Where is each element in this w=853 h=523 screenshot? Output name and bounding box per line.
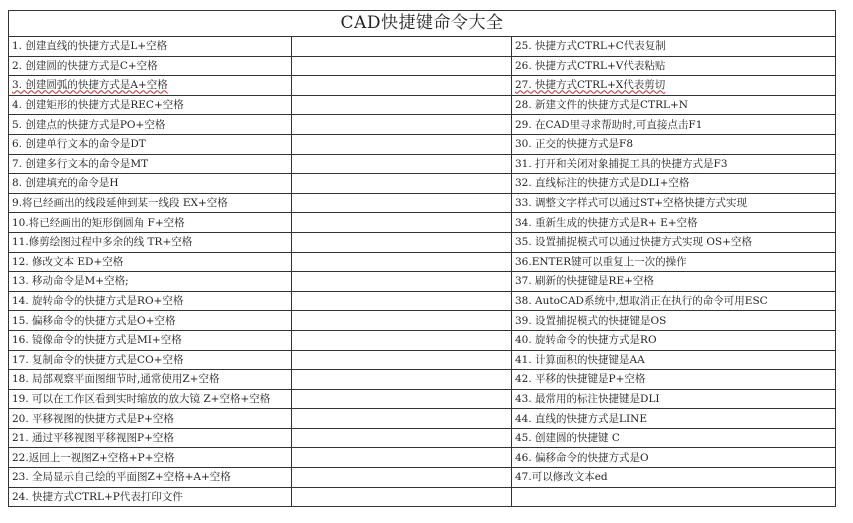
- shortcut-item-right: 38. AutoCAD系统中,想取消正在执行的命令可用ESC: [512, 291, 836, 311]
- table-row: [9, 272, 836, 292]
- shortcut-item-left: 14. 旋转命令的快捷方式是RO+空格: [9, 291, 292, 311]
- shortcut-item-right: 47.可以修改文本ed: [512, 468, 836, 488]
- table-row: [9, 76, 836, 96]
- blank-cell: [292, 154, 512, 174]
- shortcut-item-left: 9.将已经画出的线段延伸到某一线段 EX+空格: [9, 193, 292, 213]
- blank-cell: [292, 428, 512, 448]
- shortcut-item-right: 31. 打开和关闭对象捕捉工具的快捷方式是F3: [512, 154, 836, 174]
- blank-cell: [292, 330, 512, 350]
- shortcut-item-right: 32. 直线标注的快捷方式是DLI+空格: [512, 174, 836, 194]
- shortcut-item-left: 5. 创建点的快捷方式是PO+空格: [9, 115, 292, 135]
- blank-cell: [292, 468, 512, 488]
- shortcut-item-left: 20. 平移视图的快捷方式是P+空格: [9, 409, 292, 429]
- blank-cell: [292, 389, 512, 409]
- shortcut-item-right: 44. 直线的快捷方式是LINE: [512, 409, 836, 429]
- shortcut-item-left: 8. 创建填充的命令是H: [9, 174, 292, 194]
- blank-cell: [292, 76, 512, 96]
- shortcut-item-right: 25. 快捷方式CTRL+C代表复制: [512, 37, 836, 57]
- blank-cell: [292, 409, 512, 429]
- shortcut-item-left: 13. 移动命令是M+空格;: [9, 272, 292, 292]
- shortcut-item-left: 16. 镜像命令的快捷方式是MI+空格: [9, 330, 292, 350]
- table-row: [9, 330, 836, 350]
- shortcut-item-left: 17. 复制命令的快捷方式是CO+空格: [9, 350, 292, 370]
- shortcut-item-left: 7. 创建多行文本的命令是MT: [9, 154, 292, 174]
- shortcut-item-left: 2. 创建圆的快捷方式是C+空格: [9, 56, 292, 76]
- table-row: [9, 232, 836, 252]
- table-row: [9, 95, 836, 115]
- shortcut-item-left: 21. 通过平移视图平移视图P+空格: [9, 428, 292, 448]
- blank-cell: [292, 95, 512, 115]
- blank-cell: [292, 56, 512, 76]
- shortcut-item-right: [512, 487, 836, 507]
- blank-cell: [292, 272, 512, 292]
- blank-cell: [292, 37, 512, 57]
- shortcut-item-left: 3. 创建圆弧的快捷方式是A+空格: [9, 76, 292, 96]
- shortcut-item-left: 1. 创建直线的快捷方式是L+空格: [9, 37, 292, 57]
- blank-cell: [292, 487, 512, 507]
- shortcut-item-left: 19. 可以在工作区看到实时缩放的放大镜 Z+空格+空格: [9, 389, 292, 409]
- shortcut-item-right: 33. 调整文字样式可以通过ST+空格快捷方式实现: [512, 193, 836, 213]
- table-row: [9, 252, 836, 272]
- table-row: [9, 468, 836, 488]
- shortcut-item-right: 35. 设置捕捉模式可以通过快捷方式实现 OS+空格: [512, 232, 836, 252]
- shortcut-table-sheet: [8, 10, 835, 507]
- table-row: [9, 409, 836, 429]
- table-title: CAD快捷键命令大全: [9, 11, 836, 37]
- shortcut-item-right: 37. 刷新的快捷键是RE+空格: [512, 272, 836, 292]
- table-row: [9, 115, 836, 135]
- shortcut-item-left: 10.将已经画出的矩形倒圆角 F+空格: [9, 213, 292, 233]
- blank-cell: [292, 448, 512, 468]
- table-row: [9, 370, 836, 390]
- shortcut-table: [8, 10, 836, 507]
- shortcut-item-left: 4. 创建矩形的快捷方式是REC+空格: [9, 95, 292, 115]
- blank-cell: [292, 115, 512, 135]
- blank-cell: [292, 370, 512, 390]
- table-row: [9, 291, 836, 311]
- table-row: [9, 193, 836, 213]
- shortcut-item-left: 15. 偏移命令的快捷方式是O+空格: [9, 311, 292, 331]
- shortcut-item-right: 43. 最常用的标注快捷键是DLI: [512, 389, 836, 409]
- table-row: [9, 448, 836, 468]
- shortcut-item-right: 39. 设置捕捉模式的快捷键是OS: [512, 311, 836, 331]
- shortcut-item-right: 36.ENTER键可以重复上一次的操作: [512, 252, 836, 272]
- shortcut-item-right: 42. 平移的快捷键是P+空格: [512, 370, 836, 390]
- shortcut-item-right: 41. 计算面积的快捷键是AA: [512, 350, 836, 370]
- table-row: [9, 428, 836, 448]
- shortcut-item-right: 30. 正交的快捷方式是F8: [512, 134, 836, 154]
- blank-cell: [292, 193, 512, 213]
- shortcut-item-left: 22.返回上一视图Z+空格+P+空格: [9, 448, 292, 468]
- blank-cell: [292, 174, 512, 194]
- table-row: [9, 56, 836, 76]
- shortcut-item-right: 45. 创建圆的快捷键 C: [512, 428, 836, 448]
- blank-cell: [292, 213, 512, 233]
- blank-cell: [292, 252, 512, 272]
- table-row: [9, 37, 836, 57]
- shortcut-item-left: 12. 修改文本 ED+空格: [9, 252, 292, 272]
- blank-cell: [292, 291, 512, 311]
- table-row: [9, 311, 836, 331]
- table-row: [9, 213, 836, 233]
- shortcut-item-right: 26. 快捷方式CTRL+V代表粘贴: [512, 56, 836, 76]
- blank-cell: [292, 134, 512, 154]
- shortcut-item-left: 24. 快捷方式CTRL+P代表打印文件: [9, 487, 292, 507]
- table-row: [9, 389, 836, 409]
- shortcut-item-right: 40. 旋转命令的快捷方式是RO: [512, 330, 836, 350]
- table-row: [9, 487, 836, 507]
- shortcut-item-left: 23. 全局显示自己绘的平面图Z+空格+A+空格: [9, 468, 292, 488]
- blank-cell: [292, 311, 512, 331]
- table-row: [9, 350, 836, 370]
- shortcut-item-right: 34. 重新生成的快捷方式是R+ E+空格: [512, 213, 836, 233]
- blank-cell: [292, 232, 512, 252]
- shortcut-item-right: 29. 在CAD里寻求帮助时,可直接点击F1: [512, 115, 836, 135]
- shortcut-item-right: 46. 偏移命令的快捷方式是O: [512, 448, 836, 468]
- shortcut-item-left: 6. 创建单行文本的命令是DT: [9, 134, 292, 154]
- shortcut-item-left: 11.修剪绘图过程中多余的线 TR+空格: [9, 232, 292, 252]
- blank-cell: [292, 350, 512, 370]
- shortcut-item-right: 28. 新建文件的快捷方式是CTRL+N: [512, 95, 836, 115]
- table-row: [9, 174, 836, 194]
- shortcut-item-right: 27. 快捷方式CTRL+X代表剪切: [512, 76, 836, 96]
- shortcut-item-left: 18. 局部观察平面图细节时,通常使用Z+空格: [9, 370, 292, 390]
- table-row: [9, 154, 836, 174]
- table-row: [9, 134, 836, 154]
